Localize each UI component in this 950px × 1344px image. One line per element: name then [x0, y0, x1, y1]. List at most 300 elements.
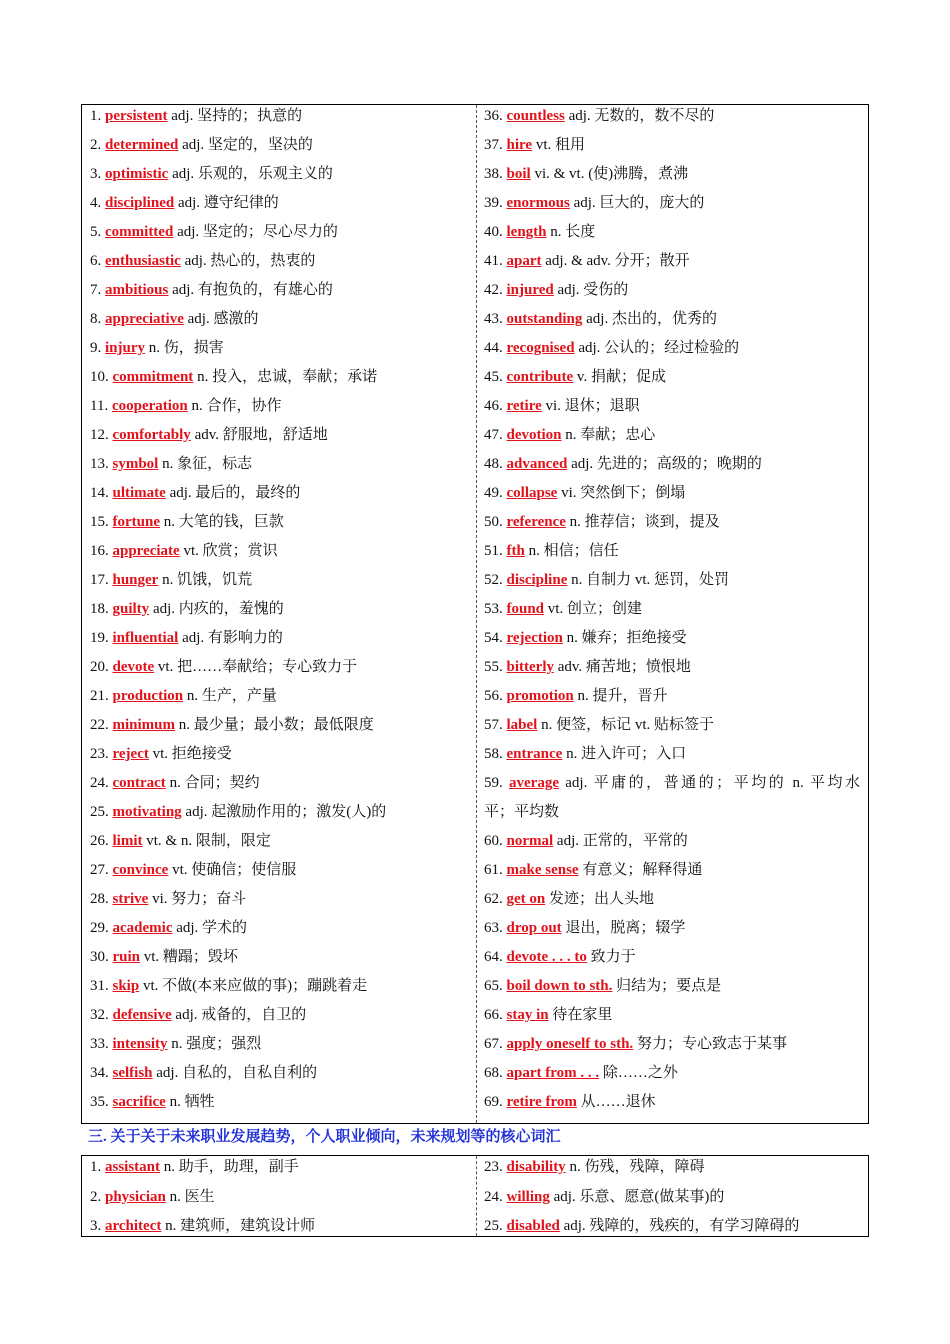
vocab-definition: vi. & vt. (使)沸腾，煮沸	[534, 166, 689, 182]
entry-number: 24.	[484, 1188, 503, 1205]
vocab-definition: vt. 把……奉献给；专心致力于	[157, 659, 358, 675]
entry-number: 5.	[90, 224, 102, 240]
entry-number: 27.	[90, 862, 109, 878]
vocab-entry	[90, 943, 468, 972]
vocab-definition: n. 奉献；忠心	[565, 427, 656, 443]
entry-number: 64.	[484, 949, 503, 965]
entry-number: 34.	[90, 1065, 109, 1081]
vocab-definition: adv. 舒服地，舒适地	[194, 427, 328, 443]
entry-number: 67.	[484, 1036, 503, 1052]
vocab-definition: n. 相信；信任	[528, 543, 619, 559]
entry-number: 18.	[90, 601, 109, 617]
entry-number: 50.	[484, 514, 503, 530]
entry-number: 42.	[484, 282, 503, 298]
vocab-entry	[484, 421, 860, 450]
vocab-definition: adj. 起激励作用的；激发(人)的	[185, 804, 387, 820]
vocab-column-left	[82, 1156, 477, 1236]
entry-number: 9.	[90, 340, 102, 356]
entry-number: 23.	[484, 1159, 503, 1175]
vocab-entry	[90, 914, 468, 943]
vocab-word: appreciative	[105, 311, 184, 327]
vocab-word: influential	[112, 630, 179, 646]
entry-number: 17.	[90, 572, 109, 588]
vocab-definition: adj. 巨大的，庞大的	[573, 195, 705, 211]
vocab-definition: adj. 坚定的；尽心尽力的	[177, 224, 338, 240]
entry-number: 32.	[90, 1007, 109, 1023]
vocab-entry	[90, 421, 468, 450]
vocab-entry	[484, 102, 860, 131]
vocab-entry	[484, 131, 860, 160]
vocab-word: contract	[112, 775, 166, 791]
vocab-entry	[90, 1030, 468, 1059]
vocab-word: determined	[105, 137, 179, 153]
vocab-word: stay in	[506, 1007, 549, 1023]
vocab-definition: adj. 内疚的，羞愧的	[152, 601, 284, 617]
vocab-entry	[484, 189, 860, 218]
entry-number: 62.	[484, 891, 503, 907]
vocab-definition: n. 自制力 vt. 惩罚，处罚	[571, 572, 730, 588]
entry-number: 30.	[90, 949, 109, 965]
vocab-definition: vi. 努力；奋斗	[152, 891, 247, 907]
vocab-definition: adj. 坚定的，坚决的	[182, 137, 313, 153]
vocab-word: apart	[506, 253, 542, 269]
vocab-word: cooperation	[111, 398, 188, 414]
vocab-word: commitment	[112, 369, 194, 385]
vocab-word: apply oneself to sth.	[506, 1036, 634, 1052]
vocab-word: intensity	[112, 1036, 168, 1052]
vocab-definition: n. 生产，产量	[186, 688, 277, 704]
entry-number: 1.	[90, 1159, 102, 1175]
entry-number: 19.	[90, 630, 109, 646]
vocab-definition: vi. 退休；退职	[545, 398, 640, 414]
vocab-definition: n. 牺牲	[169, 1094, 215, 1110]
vocab-word: physician	[105, 1188, 166, 1205]
vocab-entry	[90, 711, 468, 740]
vocab-word: persistent	[105, 108, 168, 124]
vocab-entry	[484, 972, 860, 1001]
vocab-entry	[90, 1153, 468, 1182]
entry-number: 7.	[90, 282, 102, 298]
entry-number: 1.	[90, 108, 102, 124]
entry-number: 52.	[484, 572, 503, 588]
vocab-entry	[484, 537, 860, 566]
entry-number: 33.	[90, 1036, 109, 1052]
vocab-word: outstanding	[506, 311, 583, 327]
entry-number: 49.	[484, 485, 503, 501]
vocab-word: minimum	[112, 717, 176, 733]
vocab-entry	[484, 276, 860, 305]
vocab-entry	[90, 131, 468, 160]
entry-number: 66.	[484, 1007, 503, 1023]
vocab-definition: adj. 公认的；经过检验的	[578, 340, 740, 356]
vocab-definition: n. 合作，协作	[191, 398, 282, 414]
vocab-definition: n. 伤，损害	[148, 340, 224, 356]
vocab-word: disability	[506, 1159, 566, 1175]
vocab-definition: adj. 学术的	[176, 920, 248, 936]
vocab-word: normal	[506, 833, 554, 849]
vocab-entry	[90, 363, 468, 392]
entry-number: 55.	[484, 659, 503, 675]
vocab-entry	[484, 218, 860, 247]
vocab-entry	[484, 827, 860, 856]
vocab-word: label	[506, 717, 538, 733]
vocab-entry	[90, 566, 468, 595]
vocab-entry	[90, 537, 468, 566]
vocab-entry	[484, 769, 860, 827]
vocab-word: injured	[506, 282, 554, 298]
entry-number: 26.	[90, 833, 109, 849]
entry-number: 60.	[484, 833, 503, 849]
vocab-word: average	[509, 775, 559, 791]
entry-number: 10.	[90, 369, 109, 385]
section-title: 三. 关于关于未来职业发展趋势，个人职业倾向，未来规划等的核心词汇	[88, 1129, 561, 1145]
vocab-word: academic	[112, 920, 173, 936]
vocab-definition: vt. 糟蹋；毁坏	[143, 949, 238, 965]
entry-number: 37.	[484, 137, 503, 153]
vocab-definition: n. 大笔的钱，巨款	[163, 514, 284, 530]
vocab-entry	[90, 160, 468, 189]
vocab-definition: adj. 残障的，残疾的，有学习障碍的	[563, 1218, 800, 1234]
vocab-word: collapse	[506, 485, 558, 501]
vocab-word: strive	[112, 891, 149, 907]
entry-number: 46.	[484, 398, 503, 414]
vocab-definition: adj. 乐观的，乐观主义的	[172, 166, 333, 182]
vocab-word: devotion	[506, 427, 562, 443]
entry-number: 28.	[90, 891, 109, 907]
entry-number: 21.	[90, 688, 109, 704]
vocab-word: limit	[112, 833, 143, 849]
vocab-definition: adj. 最后的，最终的	[169, 485, 301, 501]
vocab-definition: adj. 正常的，平常的	[556, 833, 688, 849]
entry-number: 40.	[484, 224, 503, 240]
vocab-entry	[484, 479, 860, 508]
vocab-word: ultimate	[112, 485, 166, 501]
vocab-entry	[90, 769, 468, 798]
vocab-definition: vt. 拒绝接受	[152, 746, 232, 762]
vocab-word: get on	[506, 891, 546, 907]
vocab-definition: n. 推荐信；谈到，提及	[569, 514, 720, 530]
vocab-word: found	[506, 601, 545, 617]
entry-number: 45.	[484, 369, 503, 385]
vocab-word: devote . . . to	[506, 949, 587, 965]
entry-number: 44.	[484, 340, 503, 356]
vocab-word: apart from . . .	[506, 1065, 600, 1081]
vocab-definition: 待在家里	[552, 1007, 613, 1023]
vocab-entry	[484, 624, 860, 653]
vocab-definition: vt. 创立；创建	[547, 601, 642, 617]
vocab-definition: vt. & n. 限制，限定	[146, 833, 271, 849]
vocab-definition: n. 长度	[550, 224, 596, 240]
vocab-word: appreciate	[112, 543, 180, 559]
entry-number: 65.	[484, 978, 503, 994]
vocab-word: defensive	[112, 1007, 172, 1023]
vocab-entry	[484, 1212, 860, 1241]
vocab-definition: n. 投入，忠诚，奉献；承诺	[197, 369, 378, 385]
entry-number: 61.	[484, 862, 503, 878]
vocab-word: fortune	[112, 514, 160, 530]
vocab-definition: 退出，脱离；辍学	[565, 920, 686, 936]
vocab-entry	[484, 363, 860, 392]
entry-number: 38.	[484, 166, 503, 182]
vocab-entry	[90, 740, 468, 769]
vocab-definition: adj. 杰出的，优秀的	[586, 311, 717, 327]
vocab-word: comfortably	[112, 427, 191, 443]
vocab-word: guilty	[112, 601, 150, 617]
vocab-definition: 发迹；出人头地	[549, 891, 655, 907]
vocab-definition: adj. 平庸的，普通的；平均的 n. 平均水	[565, 775, 861, 791]
vocab-entry	[484, 856, 860, 885]
entry-number: 56.	[484, 688, 503, 704]
vocab-column-left	[82, 105, 477, 1123]
vocab-entry	[484, 653, 860, 682]
vocab-definition: vi. 突然倒下；倒塌	[561, 485, 686, 501]
vocab-definition: adj. 热心的，热衷的	[184, 253, 316, 269]
vocab-entry	[484, 1088, 860, 1117]
entry-number: 6.	[90, 253, 102, 269]
vocab-entry	[90, 218, 468, 247]
vocab-definition: n. 便签，标记 vt. 贴标签于	[541, 717, 715, 733]
vocab-entry	[484, 334, 860, 363]
entry-number: 4.	[90, 195, 102, 211]
entry-number: 43.	[484, 311, 503, 327]
vocab-definition: vt. 不做(本来应做的事)；蹦跳着走	[142, 978, 368, 994]
vocab-entry	[484, 943, 860, 972]
vocab-entry	[484, 1183, 860, 1212]
vocab-entry	[484, 392, 860, 421]
vocab-word: recognised	[506, 340, 575, 356]
vocab-word: hire	[506, 137, 533, 153]
vocab-word: drop out	[506, 920, 562, 936]
vocab-entry	[90, 885, 468, 914]
vocab-entry	[90, 479, 468, 508]
vocab-definition: n. 饥饿，饥荒	[162, 572, 253, 588]
vocab-word: enthusiastic	[105, 253, 181, 269]
vocab-word: devote	[112, 659, 155, 675]
vocab-definition: n. 助手，助理，副手	[163, 1159, 299, 1175]
vocab-definition: vt. 租用	[535, 137, 585, 153]
vocab-definition: n. 合同；契约	[169, 775, 260, 791]
entry-number: 25.	[90, 804, 109, 820]
vocab-definition: adj. 先进的；高级的；晚期的	[571, 456, 762, 472]
vocab-entry	[484, 160, 860, 189]
vocab-entry	[484, 914, 860, 943]
vocab-word: architect	[105, 1218, 162, 1234]
entry-number: 31.	[90, 978, 109, 994]
entry-number: 25.	[484, 1218, 503, 1234]
vocab-word: committed	[105, 224, 174, 240]
entry-number: 48.	[484, 456, 503, 472]
vocab-entry	[90, 682, 468, 711]
vocab-word: reject	[112, 746, 149, 762]
vocab-word: selfish	[112, 1065, 153, 1081]
vocab-word: length	[506, 224, 547, 240]
vocab-definition: 努力；专心致志于某事	[636, 1036, 787, 1052]
vocab-word: advanced	[506, 456, 568, 472]
vocab-definition: 归结为；要点是	[616, 978, 722, 994]
entry-number: 39.	[484, 195, 503, 211]
vocab-entry	[484, 566, 860, 595]
vocab-definition: adj. 坚持的；执意的	[171, 108, 303, 124]
vocab-definition: n. 强度；强烈	[171, 1036, 262, 1052]
vocab-definition: n. 伤残，残障，障碍	[569, 1159, 705, 1175]
vocab-entry	[90, 450, 468, 479]
vocab-entry	[484, 305, 860, 334]
vocab-definition: vt. 欣赏；赏识	[183, 543, 278, 559]
vocab-entry	[484, 885, 860, 914]
entry-number: 36.	[484, 108, 503, 124]
vocab-word: discipline	[506, 572, 568, 588]
vocab-entry	[90, 1212, 468, 1241]
vocab-word: entrance	[506, 746, 563, 762]
vocab-entry	[90, 334, 468, 363]
vocab-definition: adj. 无数的，数不尽的	[568, 108, 715, 124]
vocab-definition: adj. 自私的，自私自利的	[156, 1065, 318, 1081]
vocab-word: production	[112, 688, 184, 704]
entry-number: 69.	[484, 1094, 503, 1110]
vocab-word: ruin	[112, 949, 141, 965]
vocab-entry	[90, 247, 468, 276]
vocab-definition: adv. 痛苦地；愤恨地	[557, 659, 691, 675]
entry-number: 41.	[484, 253, 503, 269]
entry-number: 3.	[90, 166, 102, 182]
entry-number: 15.	[90, 514, 109, 530]
vocab-entry	[484, 740, 860, 769]
vocab-entry	[90, 102, 468, 131]
vocab-definition: n. 提升，晋升	[577, 688, 668, 704]
vocab-word: countless	[506, 108, 565, 124]
vocab-column-right	[476, 1156, 868, 1236]
vocab-entry	[90, 305, 468, 334]
vocab-entry	[90, 972, 468, 1001]
vocab-entry	[484, 247, 860, 276]
entry-number: 3.	[90, 1218, 102, 1234]
vocab-entry	[90, 827, 468, 856]
entry-number: 58.	[484, 746, 503, 762]
vocab-entry	[90, 856, 468, 885]
vocab-definition: adj. & adv. 分开；散开	[545, 253, 690, 269]
vocab-word: sacrifice	[112, 1094, 166, 1110]
entry-number: 8.	[90, 311, 102, 327]
vocab-definition-continued: 平；平均数	[484, 804, 560, 820]
vocab-definition: v. 捐献；促成	[576, 369, 666, 385]
vocab-word: reference	[506, 514, 566, 530]
entry-number: 63.	[484, 920, 503, 936]
entry-number: 12.	[90, 427, 109, 443]
entry-number: 53.	[484, 601, 503, 617]
vocab-word: willing	[506, 1188, 550, 1205]
vocab-entry	[90, 624, 468, 653]
vocab-definition: 从……退休	[580, 1094, 656, 1110]
vocab-word: boil	[506, 166, 531, 182]
entry-number: 20.	[90, 659, 109, 675]
vocab-entry	[90, 508, 468, 537]
vocab-entry	[90, 1088, 468, 1117]
vocab-word: injury	[105, 340, 146, 356]
vocab-word: boil down to sth.	[506, 978, 613, 994]
entry-number: 54.	[484, 630, 503, 646]
vocab-entry	[484, 595, 860, 624]
vocab-word: fth	[506, 543, 525, 559]
vocab-table-main	[81, 104, 869, 1124]
vocab-definition: adj. 感激的	[187, 311, 259, 327]
entry-number: 2.	[90, 1188, 102, 1205]
vocab-entry	[484, 711, 860, 740]
vocab-word: convince	[112, 862, 169, 878]
entry-number: 51.	[484, 543, 503, 559]
vocab-definition: adj. 有抱负的，有雄心的	[172, 282, 333, 298]
vocab-word: bitterly	[506, 659, 554, 675]
vocab-entry	[484, 1030, 860, 1059]
vocab-entry	[90, 595, 468, 624]
vocab-definition: 有意义；解释得通	[582, 862, 703, 878]
vocab-definition: adj. 受伤的	[557, 282, 629, 298]
entry-number: 47.	[484, 427, 503, 443]
vocab-entry	[90, 1059, 468, 1088]
vocab-word: promotion	[506, 688, 574, 704]
entry-number: 11.	[90, 398, 109, 414]
entry-number: 24.	[90, 775, 109, 791]
vocab-definition: n. 最少量；最小数；最低限度	[178, 717, 374, 733]
vocab-word: assistant	[105, 1159, 161, 1175]
vocab-definition: n. 医生	[169, 1188, 215, 1205]
vocab-definition: n. 建筑师，建筑设计师	[165, 1218, 316, 1234]
vocab-word: optimistic	[105, 166, 169, 182]
vocab-definition: adj. 有影响力的	[182, 630, 283, 646]
vocab-entry	[90, 653, 468, 682]
vocab-definition: n. 嫌弃；拒绝接受	[566, 630, 687, 646]
vocab-entry	[484, 1001, 860, 1030]
vocab-definition: adj. 乐意、愿意(做某事)的	[553, 1188, 725, 1205]
vocab-entry	[90, 276, 468, 305]
vocab-word: symbol	[112, 456, 159, 472]
vocab-word: make sense	[506, 862, 579, 878]
vocab-entry	[484, 450, 860, 479]
vocab-entry	[484, 508, 860, 537]
entry-number: 59.	[484, 775, 503, 791]
entry-number: 13.	[90, 456, 109, 472]
entry-number: 35.	[90, 1094, 109, 1110]
vocab-column-right	[476, 105, 868, 1123]
vocab-definition: n. 象征，标志	[162, 456, 253, 472]
vocab-entry	[484, 1059, 860, 1088]
vocab-entry	[90, 1001, 468, 1030]
vocab-word: rejection	[506, 630, 563, 646]
vocab-definition: adj. 戒备的，自卫的	[175, 1007, 307, 1023]
vocab-word: motivating	[112, 804, 182, 820]
vocab-word: ambitious	[105, 282, 169, 298]
vocab-entry	[484, 682, 860, 711]
entry-number: 23.	[90, 746, 109, 762]
vocab-word: contribute	[506, 369, 574, 385]
vocab-entry	[90, 1183, 468, 1212]
vocab-table-careers	[81, 1155, 869, 1237]
vocab-word: disabled	[506, 1218, 560, 1234]
vocab-definition: 除……之外	[602, 1065, 678, 1081]
entry-number: 14.	[90, 485, 109, 501]
vocab-word: retire	[506, 398, 542, 414]
vocab-definition: adj. 遵守纪律的	[177, 195, 279, 211]
entry-number: 57.	[484, 717, 503, 733]
vocab-word: enormous	[506, 195, 570, 211]
vocab-word: skip	[112, 978, 140, 994]
vocab-word: disciplined	[105, 195, 175, 211]
vocab-word: hunger	[112, 572, 159, 588]
vocab-definition: 致力于	[590, 949, 636, 965]
entry-number: 16.	[90, 543, 109, 559]
vocab-entry	[484, 1153, 860, 1182]
vocab-definition: n. 进入许可；入口	[566, 746, 687, 762]
entry-number: 29.	[90, 920, 109, 936]
